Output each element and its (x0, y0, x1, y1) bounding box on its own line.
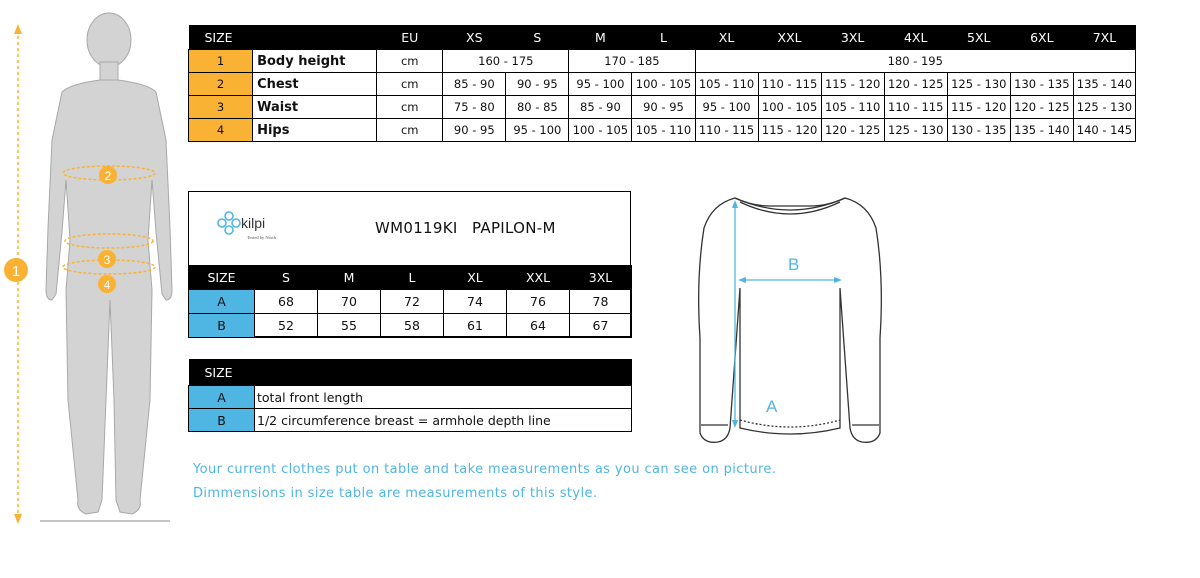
row-label: Chest (253, 73, 377, 96)
value-cell: 72 (381, 290, 444, 314)
legend-header: SIZE (189, 359, 632, 386)
body-size-table (188, 25, 1136, 142)
unit-cell: cm (377, 50, 443, 73)
value-cell: 110 - 115 (695, 119, 758, 142)
table-row-b (189, 314, 632, 338)
value-cell: 125 - 130 (884, 119, 947, 142)
value-cell: 170 - 185 (569, 50, 695, 73)
value-cell: 135 - 140 (1010, 119, 1073, 142)
legend-key: B (189, 409, 255, 432)
header-xl: XL (444, 265, 507, 290)
unit-cell: cm (377, 73, 443, 96)
header-5xl: 5XL (947, 25, 1010, 50)
value-cell: 105 - 110 (695, 73, 758, 96)
value-cell: 67 (570, 314, 632, 338)
value-cell: 130 - 135 (1010, 73, 1073, 96)
header-size: SIZE (189, 25, 253, 50)
value-cell: 90 - 95 (506, 73, 569, 96)
header-size: SIZE (189, 265, 255, 290)
row-key: B (189, 314, 255, 338)
value-cell: 95 - 100 (569, 73, 632, 96)
row-number: 4 (189, 119, 253, 142)
marker-2 (99, 166, 117, 184)
product-code: WM0119KI (375, 219, 458, 237)
value-cell: 75 - 80 (443, 96, 506, 119)
table-row-a (189, 290, 632, 314)
marker-3 (98, 250, 116, 268)
value-cell: 68 (255, 290, 318, 314)
row-key: A (189, 290, 255, 314)
size-table-header-row (189, 25, 1136, 50)
value-cell: 180 - 195 (695, 50, 1136, 73)
marker-1 (4, 258, 28, 282)
svg-text:2: 2 (104, 169, 112, 183)
value-cell: 90 - 95 (632, 96, 695, 119)
row-label: Hips (253, 119, 377, 142)
value-cell: 120 - 125 (884, 73, 947, 96)
instruction-note: Dimmensions in size table are measurements of this style. (193, 486, 598, 501)
header-3xl: 3XL (821, 25, 884, 50)
value-cell: 105 - 110 (632, 119, 695, 142)
marker-4 (98, 275, 116, 293)
style-measurement-table (188, 265, 632, 338)
table-row-chest (189, 73, 1136, 96)
logo-text: kilpi (241, 215, 266, 231)
unit-cell: cm (377, 119, 443, 142)
value-cell: 135 - 140 (1073, 73, 1135, 96)
value-cell: 52 (255, 314, 318, 338)
value-cell: 100 - 105 (758, 96, 821, 119)
header-6xl: 6XL (1010, 25, 1073, 50)
value-cell: 120 - 125 (1010, 96, 1073, 119)
value-cell: 61 (444, 314, 507, 338)
value-cell: 115 - 120 (821, 73, 884, 96)
kilpi-logo-icon (213, 206, 283, 246)
value-cell: 140 - 145 (1073, 119, 1135, 142)
instruction-note: Your current clothes put on table and take measurements as you can see on picture. (193, 462, 777, 477)
value-cell: 100 - 105 (632, 73, 695, 96)
legend-key: A (189, 386, 255, 409)
header-xs: XS (443, 25, 506, 50)
header-l: L (632, 25, 695, 50)
header-blank (253, 25, 377, 50)
svg-text:3: 3 (103, 253, 111, 267)
brand-header (189, 192, 630, 265)
value-cell: 74 (444, 290, 507, 314)
unit-cell: cm (377, 96, 443, 119)
legend-description: total front length (255, 386, 632, 409)
table-row-hips (189, 119, 1136, 142)
row-number: 3 (189, 96, 253, 119)
legend-description: 1/2 circumference breast = armhole depth line (255, 409, 632, 432)
header-eu: EU (377, 25, 443, 50)
header-xxl: XXL (507, 265, 570, 290)
header-l: L (381, 265, 444, 290)
shirt-label-b: B (788, 255, 800, 274)
header-s: S (506, 25, 569, 50)
value-cell: 110 - 115 (758, 73, 821, 96)
header-xxl: XXL (758, 25, 821, 50)
product-name: PAPILON-M (472, 219, 556, 237)
row-label: Waist (253, 96, 377, 119)
value-cell: 70 (318, 290, 381, 314)
header-m: M (569, 25, 632, 50)
header-7xl: 7XL (1073, 25, 1135, 50)
header-4xl: 4XL (884, 25, 947, 50)
table-row-body-height (189, 50, 1136, 73)
value-cell: 95 - 100 (506, 119, 569, 142)
value-cell: 85 - 90 (443, 73, 506, 96)
body-measurement-figure-icon (0, 0, 180, 540)
svg-text:1: 1 (11, 263, 21, 280)
value-cell: 55 (318, 314, 381, 338)
shirt-label-a: A (766, 397, 778, 416)
header-m: M (318, 265, 381, 290)
value-cell: 115 - 120 (947, 96, 1010, 119)
legend-row-a (189, 386, 632, 409)
value-cell: 125 - 130 (1073, 96, 1135, 119)
style-table-header-row (189, 265, 632, 290)
svg-text:4: 4 (103, 278, 111, 292)
legend-header-row (189, 359, 632, 386)
value-cell: 58 (381, 314, 444, 338)
shirt-diagram-icon (690, 188, 890, 450)
row-label: Body height (253, 50, 377, 73)
value-cell: 115 - 120 (758, 119, 821, 142)
value-cell: 120 - 125 (821, 119, 884, 142)
value-cell: 105 - 110 (821, 96, 884, 119)
value-cell: 78 (570, 290, 632, 314)
value-cell: 130 - 135 (947, 119, 1010, 142)
value-cell: 85 - 90 (569, 96, 632, 119)
value-cell: 80 - 85 (506, 96, 569, 119)
row-number: 1 (189, 50, 253, 73)
value-cell: 125 - 130 (947, 73, 1010, 96)
value-cell: 95 - 100 (695, 96, 758, 119)
product-style-box (188, 191, 631, 337)
header-xl: XL (695, 25, 758, 50)
value-cell: 110 - 115 (884, 96, 947, 119)
value-cell: 76 (507, 290, 570, 314)
legend-row-b (189, 409, 632, 432)
row-number: 2 (189, 73, 253, 96)
header-3xl: 3XL (570, 265, 632, 290)
logo-tagline: Tested by North (247, 235, 276, 240)
table-row-waist (189, 96, 1136, 119)
value-cell: 64 (507, 314, 570, 338)
value-cell: 160 - 175 (443, 50, 569, 73)
value-cell: 100 - 105 (569, 119, 632, 142)
measurement-legend-table (188, 359, 632, 432)
header-s: S (255, 265, 318, 290)
value-cell: 90 - 95 (443, 119, 506, 142)
